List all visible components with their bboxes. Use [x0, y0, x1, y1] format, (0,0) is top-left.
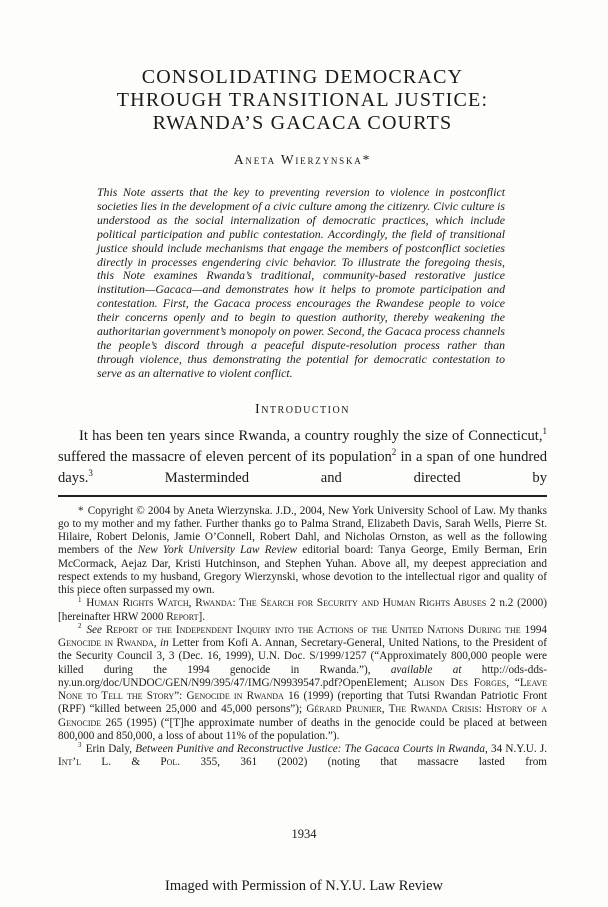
text-segment: Letter from Kofi A. Annan, Secretary-General, United Nations, to the President of the Security Council 3, 3 (Dec. 16, 1999), U.N. Doc. S/1999/1257 (“Approximately 800,000 people were killed during the 1994 genocide in Rwanda.”), — [58, 637, 547, 676]
text-segment: ]. — [198, 610, 206, 623]
text-segment: , — [153, 637, 161, 650]
intro-paragraph — [58, 426, 547, 489]
footnote-marker: 2 — [78, 622, 82, 631]
footnote-1 — [58, 597, 547, 624]
text-segment: Int’l — [58, 756, 82, 769]
text-segment: HRW 2000 Report — [112, 610, 199, 623]
text-segment: Human Rights Watch, Rwanda: The Search for Security and Human Rights Abuses — [86, 597, 487, 610]
footnotes-section — [58, 505, 547, 770]
text-segment: Gérard Prunier, The Rwanda Crisis: History of a Genocide — [58, 703, 547, 729]
footnote-marker: 3 — [78, 741, 82, 750]
article-title-line-2: THROUGH TRANSITIONAL JUSTICE: — [116, 89, 489, 111]
text-segment: Report of the Independent Inquiry into the Actions of the United Nations During the 1994 Genocide in Rwanda — [58, 623, 548, 650]
text-segment: 2 n.2 (2000) [hereinafter — [58, 597, 547, 623]
text-segment: suffered the massacre of eleven percent of its population — [58, 448, 392, 465]
author-name: Aneta Wierzynska* — [233, 152, 372, 167]
text-segment: It has been ten years since Rwanda, a country roughly the size of Connecticut, — [79, 427, 543, 444]
text-segment: in — [160, 637, 169, 650]
text-segment: See — [86, 623, 102, 636]
text-segment: 2 — [391, 446, 397, 457]
text-segment: http://ods-dds-ny.un.org/doc/UNDOC/GEN/N99/395/47/IMG/N9939547.pdf?OpenElement; — [58, 663, 547, 689]
text-segment: 265 (1995) (“[T]he approximate number of deaths in the genocide could be placed at between 800,000 and 850,000, a loss of about 11% of the population.”). — [58, 716, 547, 742]
text-segment: Between Punitive and Reconstructive Justice: The Gacaca Courts in Rwanda — [135, 743, 485, 756]
text-segment: Pol. — [160, 756, 181, 769]
footnote-separator-rule — [58, 495, 547, 497]
text-segment: 355, 361 (2002) (noting that massacre lasted from — [180, 756, 547, 769]
article-title — [58, 66, 547, 135]
text-segment: in a span of one hundred days. — [58, 448, 547, 486]
text-segment: New York University Law Review — [137, 544, 297, 557]
text-segment: Erin Daly, — [85, 743, 136, 756]
footnote-marker: * — [78, 504, 84, 517]
abstract: This Note asserts that the key to preventing reversion to violence in postconflict societies lies in the development of a civic culture among the citizenry. Civic culture is understood as the social internalization of democratic practices, which include political participation and public contestation. Accordingly, the field of transitional justice should include mechanisms that engage the members of postconflict societies directly in processes engendering civic behavior. To illustrate the foregoing thesis, this Note examines Rwanda’s traditional, community-based restorative justice institution—Gacaca—and demonstrates how it helps to promote participation and contestation. First, the Gacaca process encourages the Rwandese people to voice their concerns openly and to begin to question authority, thereby weakening the authoritarian government’s monopoly on power. Second, the Gacaca process channels the people’s discord through a peaceful dispute-resolution process rather than through violence, thus demonstrating the potential for democratic contestation to serve as an alternative to violent conflict. — [97, 185, 505, 380]
article-title-line-1: CONSOLIDATING DEMOCRACY — [141, 66, 464, 88]
text-segment: 1 — [542, 425, 547, 436]
footnote-3 — [58, 743, 547, 770]
text-segment: 16 (1999) (reporting that Tutsi Rwandan Patriotic Front (RPF) “killed between 25,000 and 45,000 persons”); — [58, 690, 548, 716]
section-heading-introduction: Introduction — [255, 401, 350, 417]
text-segment: Alison Des Forges, “Leave None to Tell the Story”: Genocide in Rwanda — [58, 676, 547, 703]
text-segment: , 34 N.Y.U. J. — [484, 743, 548, 756]
text-segment: 3 — [88, 467, 93, 478]
text-segment: available at — [390, 663, 462, 676]
footnote-marker: 1 — [78, 595, 82, 604]
text-segment: Masterminded and directed by — [92, 469, 547, 486]
footnote-2 — [58, 624, 547, 743]
text-segment: L. & — [81, 756, 161, 769]
footnote-star — [58, 505, 547, 598]
page-number: 1934 — [291, 827, 317, 841]
text-segment: Copyright © 2004 by Aneta Wierzynska. J.D., 2004, New York University School of Law. My thanks go to my mother and my father. Further thanks go to Palma Strand, Elizabeth Davis, Sarah Wells, Pierre St. Hilaire, Robert Delonis, Jamie O’Connell, Robert Dahl, and Nicholas Ornston, as well as the following members of the — [58, 504, 548, 557]
article-title-line-3: RWANDA’S GACACA COURTS — [152, 112, 453, 134]
text-segment: editorial board: Tanya George, Emily Berman, Erin McCormack, Aejaz Dar, Kristi Hutchinson, and Stephen Yuhan. Above all, my deepest appreciation and respect extends to my husband, Gregory Wierzynski, whose devotion to the intellectual rigor and quality of this piece often surpassed my own. — [58, 544, 547, 597]
footer-credit: Imaged with Permission of N.Y.U. Law Review — [164, 878, 443, 894]
